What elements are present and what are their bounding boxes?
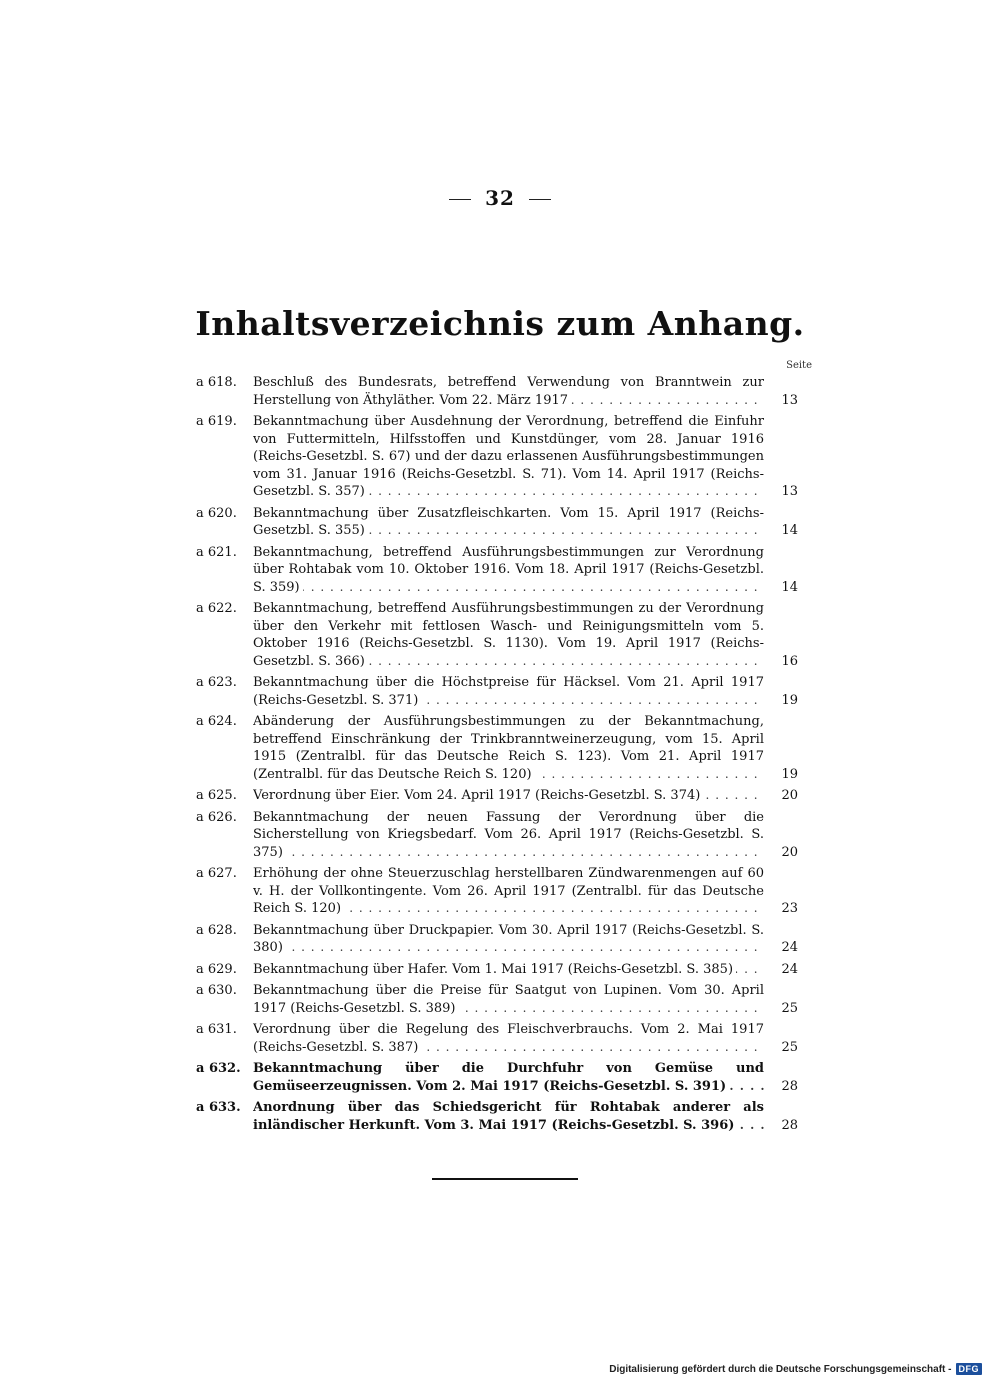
toc-entry-text-block bbox=[253, 674, 764, 709]
toc-entry-text: Beschluß des Bundesrats, betreffend Verwendung von Branntwein zur Herstellung von Äthyläther. Vom 22. März 1917 bbox=[253, 375, 764, 408]
toc-entry bbox=[196, 865, 800, 918]
toc-entry-number: a 628. bbox=[196, 922, 237, 938]
toc-entry-text-block bbox=[253, 982, 764, 1017]
toc-entry-text-block bbox=[253, 544, 764, 597]
toc-entry-number: a 626. bbox=[196, 809, 237, 825]
toc-entry bbox=[196, 600, 800, 670]
toc-entry-number: a 624. bbox=[196, 714, 237, 729]
toc-entry-text: Erhöhung der ohne Steuerzuschlag herstellbaren Zündwarenmengen auf 60 v. H. der Vollkontingente. Vom 26. April 1917 (Zentralbl. für das Deutsche Reich S. 120) bbox=[253, 866, 764, 916]
page-number bbox=[0, 186, 1000, 210]
toc-entry-text-block bbox=[253, 713, 764, 783]
toc-entry-number: a 620. bbox=[196, 505, 237, 521]
toc-entry-text: Bekanntmachung, betreffend Ausführungsbestimmungen zu der Verordnung über den Verkehr mit fettlosen Wasch- und Reinigungsmitteln vom 5. Oktober 1916 (Reichs-Gesetzbl. S. 1130). Vom 19. April 1917 (Reichs-Gesetzbl. S. 366) bbox=[253, 601, 764, 669]
toc-entry-number: a 631. bbox=[196, 1022, 237, 1037]
toc-entry bbox=[196, 1021, 800, 1056]
dash-right bbox=[529, 199, 551, 200]
toc-entry-page: 19 bbox=[781, 692, 798, 708]
toc-entry-text-block bbox=[253, 865, 764, 918]
toc-entry-page: 28 bbox=[781, 1078, 798, 1094]
toc-entry-text: Bekanntmachung über die Durchfuhr von Gemüse und Gemüseerzeugnissen. Vom 2. Mai 1917 (Reichs-Gesetzbl. S. 391) bbox=[253, 1061, 764, 1094]
toc-entry-page: 28 bbox=[781, 1117, 798, 1133]
toc-entry-text: Bekanntmachung über die Preise für Saatgut von Lupinen. Vom 30. April 1917 (Reichs-Gesetzbl. S. 389) bbox=[253, 983, 764, 1016]
toc-entry-number: a 623. bbox=[196, 675, 237, 690]
toc-entry-number: a 622. bbox=[196, 601, 237, 616]
toc-entry-text: Bekanntmachung über Zusatzfleischkarten. Vom 15. April 1917 (Reichs-Gesetzbl. S. 355) bbox=[253, 505, 764, 538]
toc-entry bbox=[196, 809, 800, 862]
toc-entry-text: Bekanntmachung der neuen Fassung der Verordnung über die Sicherstellung von Kriegsbedarf. Vom 26. April 1917 (Reichs-Gesetzbl. S. 375) bbox=[253, 809, 764, 860]
toc-entry bbox=[196, 713, 800, 783]
toc-entry-number: a 618. bbox=[196, 375, 237, 390]
toc-entry bbox=[196, 982, 800, 1017]
toc-entry bbox=[196, 787, 800, 805]
toc-entry bbox=[196, 674, 800, 709]
dfg-logo: DFG bbox=[956, 1363, 983, 1375]
toc-entry-page: 20 bbox=[781, 788, 798, 803]
toc-entry-number: a 632. bbox=[196, 1061, 241, 1076]
toc-entry-text: Bekanntmachung über Ausdehnung der Verordnung, betreffend die Einfuhr von Futtermitteln, Hilfsstoffen und Kunstdünger, vom 28. Januar 1916 (Reichs-Gesetzbl. S. 67) und der dazu erlassenen Ausführungsbestimmungen vom 31. Januar 1916 (Reichs-Gesetzbl. S. 71). Vom 14. April 1917 (Reichs-Gesetzbl. S. 357) bbox=[253, 414, 764, 499]
toc-entry bbox=[196, 544, 800, 597]
toc-entry bbox=[196, 413, 800, 501]
toc-entry-number: a 629. bbox=[196, 961, 237, 977]
toc-entry-text: Verordnung über die Regelung des Fleischverbrauchs. Vom 2. Mai 1917 (Reichs-Gesetzbl. S. 387) bbox=[253, 1022, 764, 1055]
toc-entry-text: Bekanntmachung über Hafer. Vom 1. Mai 1917 (Reichs-Gesetzbl. S. 385) bbox=[253, 962, 736, 977]
toc-entry-number: a 625. bbox=[196, 788, 237, 803]
toc-entry-text-block bbox=[253, 413, 764, 501]
toc-entry-text-block bbox=[253, 600, 764, 670]
toc-entry bbox=[196, 1060, 800, 1095]
toc-entry-text: Abänderung der Ausführungsbestimmungen zu der Bekanntmachung, betreffend Einschränkung der Trinkbranntweinerzeugung, vom 15. April 1915 (Zentralbl. für das Deutsche Reich S. 123). Vom 21. April 1917 (Zentralbl. für das Deutsche Reich S. 120) bbox=[253, 714, 764, 782]
footer-text: Digitalisierung gefördert durch die Deutsche Forschungsgemeinschaft - bbox=[609, 1363, 952, 1375]
toc-entry-number: a 619. bbox=[196, 414, 237, 429]
toc-entry-page: 19 bbox=[781, 766, 798, 782]
toc-entry-page: 14 bbox=[781, 523, 798, 538]
toc-entry-page: 14 bbox=[781, 579, 798, 595]
toc-entry-page: 24 bbox=[781, 961, 798, 977]
toc-entry-text: Anordnung über das Schiedsgericht für Rohtabak anderer als inländischer Herkunft. Vom 3. Mai 1917 (Reichs-Gesetzbl. S. 396) bbox=[253, 1100, 764, 1133]
toc-entry-number: a 633. bbox=[196, 1100, 241, 1115]
toc-entry bbox=[196, 1099, 800, 1134]
toc-entry-number: a 627. bbox=[196, 866, 237, 881]
page-title: Inhaltsverzeichnis zum Anhang. bbox=[195, 304, 805, 343]
toc-entry-page: 24 bbox=[781, 940, 798, 955]
toc-entry-text-block bbox=[253, 961, 764, 979]
toc-entry-page: 20 bbox=[781, 844, 798, 860]
toc-entry-page: 25 bbox=[781, 1039, 798, 1055]
toc-entry-text: Verordnung über Eier. Vom 24. April 1917 (Reichs-Gesetzbl. S. 374) bbox=[253, 788, 703, 803]
toc-entry-text: Bekanntmachung über die Höchstpreise für Häcksel. Vom 21. April 1917 (Reichs-Gesetzbl. S. 371) bbox=[253, 675, 764, 708]
toc-entry bbox=[196, 505, 800, 540]
closing-rule bbox=[432, 1178, 578, 1180]
footer bbox=[609, 1363, 982, 1375]
toc-entry-text-block bbox=[253, 1060, 764, 1095]
toc-entry-page: 13 bbox=[781, 484, 798, 499]
page-number-value: 32 bbox=[485, 186, 515, 210]
toc-entry bbox=[196, 922, 800, 957]
dash-left bbox=[449, 199, 471, 200]
toc-entry-text-block bbox=[253, 787, 764, 805]
column-header-seite: Seite bbox=[786, 360, 812, 371]
toc-entry-page: 13 bbox=[781, 392, 798, 408]
toc-entry-page: 16 bbox=[781, 653, 798, 669]
toc-entry-text-block bbox=[253, 374, 764, 409]
toc-entry-text-block bbox=[253, 1021, 764, 1056]
toc-entry-text-block bbox=[253, 505, 764, 540]
toc-entry-text-block bbox=[253, 922, 764, 957]
table-of-contents bbox=[196, 374, 800, 1138]
toc-entry-page: 23 bbox=[781, 901, 798, 916]
toc-entry bbox=[196, 961, 800, 979]
toc-entry-number: a 630. bbox=[196, 983, 237, 998]
toc-entry-number: a 621. bbox=[196, 544, 237, 560]
toc-entry-text-block bbox=[253, 1099, 764, 1134]
toc-entry bbox=[196, 374, 800, 409]
toc-entry-text: Bekanntmachung, betreffend Ausführungsbestimmungen zur Verordnung über Rohtabak vom 10. Oktober 1916. Vom 18. April 1917 (Reichs-Gesetzbl. S. 359) bbox=[253, 544, 764, 595]
toc-entry-text-block bbox=[253, 809, 764, 862]
toc-entry-page: 25 bbox=[781, 1000, 798, 1016]
toc-entry-text: Bekanntmachung über Druckpapier. Vom 30. April 1917 (Reichs-Gesetzbl. S. 380) bbox=[253, 922, 764, 955]
